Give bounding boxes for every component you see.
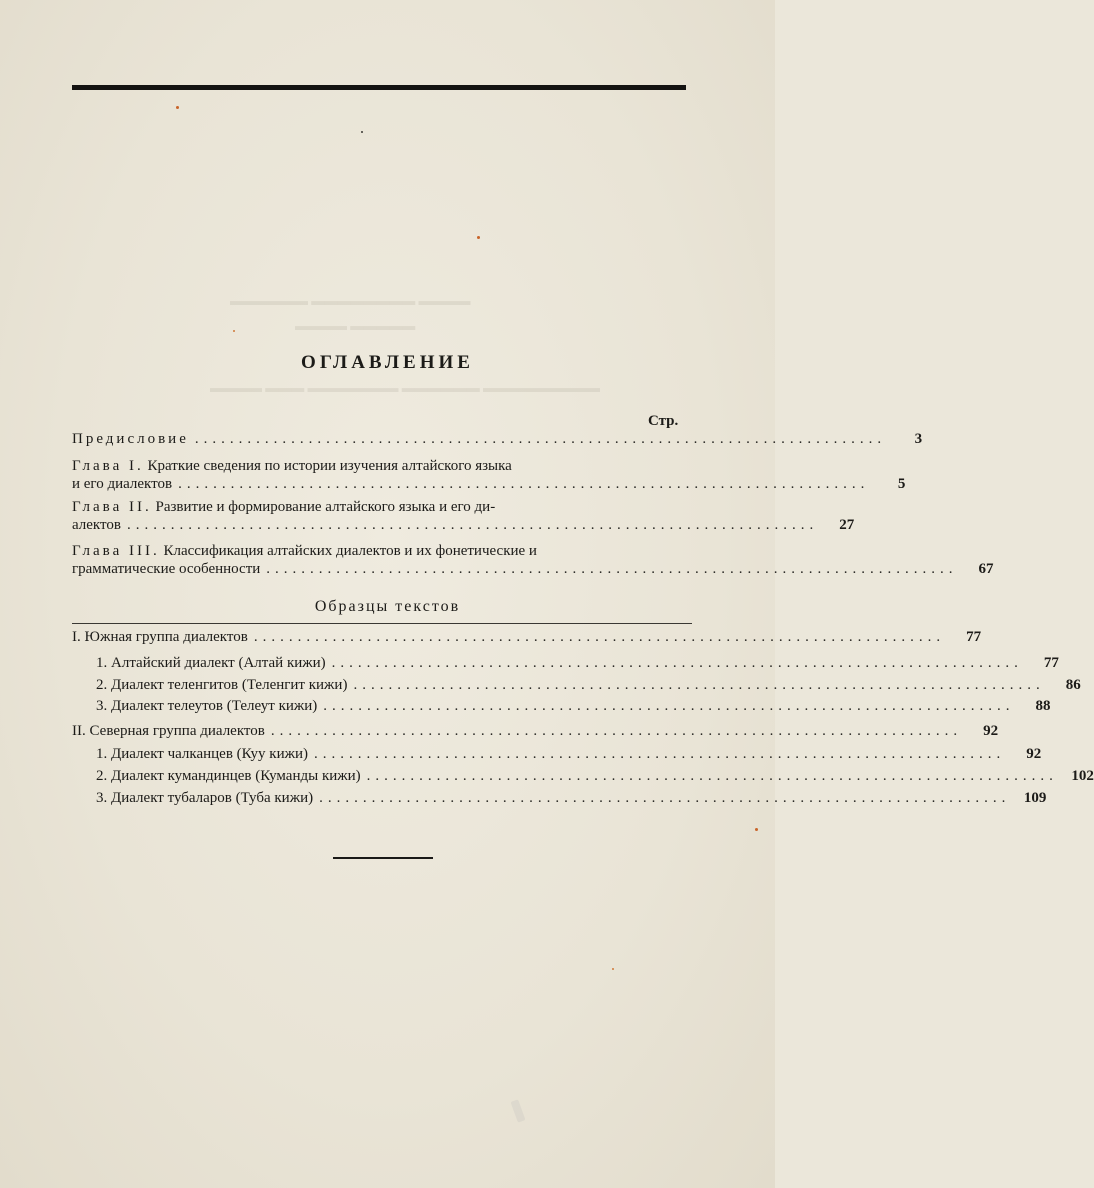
top-rule: [72, 85, 686, 90]
dot-leader: ...............................................................................: [323, 698, 1015, 714]
entry-continuation: алектов: [72, 517, 121, 533]
paper-mark: [510, 1099, 525, 1122]
entry-lead: Предисловие: [72, 431, 189, 447]
entry-rest: Классификация алтайских диалектов и их фонетические и: [163, 543, 537, 559]
show-through-text: ▬▬▬▬▬▬▬▬▬ ▬▬▬▬▬▬ ▬▬▬▬▬▬▬ ▬▬▬ ▬▬▬▬: [210, 380, 600, 395]
page-title: ОГЛАВЛЕНИЕ: [301, 352, 474, 373]
entry-text: [72, 542, 537, 560]
paper-speck: [755, 828, 758, 831]
page-number: 102: [1071, 768, 1094, 784]
page-number: 86: [1065, 677, 1081, 693]
page-number: 77: [966, 629, 982, 645]
entry-lead: Глава I.: [72, 458, 144, 474]
page-number: 27: [839, 517, 855, 533]
toc-group-north[interactable]: [72, 722, 999, 740]
toc-item[interactable]: [96, 745, 1042, 763]
item-label: 2. Диалект кумандинцев (Куманды кижи): [96, 768, 361, 784]
entry-continuation: и его диалектов: [72, 476, 173, 492]
paper-speck: [361, 131, 363, 133]
entry-text: [72, 498, 495, 516]
page-column-label: Стр.: [648, 413, 679, 429]
samples-heading: Образцы текстов: [314, 598, 461, 615]
page-number: 88: [1035, 698, 1051, 714]
toc-entry-chapter-3[interactable]: [72, 542, 994, 578]
paper-speck: [233, 330, 235, 332]
page-number: 109: [1023, 790, 1047, 806]
toc-item[interactable]: [96, 767, 1094, 785]
dot-leader: ...............................................................................: [314, 746, 1006, 762]
paper-speck: [477, 236, 480, 239]
entry-lead: Глава III.: [72, 543, 160, 559]
item-label: 3. Диалект тубаларов (Туба кижи): [96, 790, 314, 806]
toc-entry-chapter-1[interactable]: [72, 457, 906, 493]
toc-entry-preface[interactable]: [72, 430, 923, 448]
group-label: I. Южная группа диалектов: [72, 629, 248, 645]
closing-rule: [333, 857, 433, 859]
show-through-text: ▬▬▬▬ ▬▬▬▬▬▬▬▬ ▬▬▬▬▬▬: [230, 293, 471, 308]
page-number: 92: [1026, 746, 1042, 762]
toc-item[interactable]: [96, 654, 1059, 672]
toc-group-south[interactable]: [72, 628, 982, 646]
page-number: 5: [897, 476, 906, 492]
section-rule: [72, 623, 692, 624]
toc-entry-chapter-2[interactable]: [72, 498, 855, 534]
page-number: 67: [978, 561, 994, 577]
group-label: II. Северная группа диалектов: [72, 723, 265, 739]
toc-item[interactable]: [96, 789, 1047, 807]
dot-leader: ...............................................................................: [178, 476, 870, 492]
dot-leader: ...............................................................................: [194, 431, 887, 447]
toc-item[interactable]: [96, 697, 1051, 715]
entry-rest: Краткие сведения по истории изучения алтайского языка: [147, 458, 512, 474]
item-label: 2. Диалект теленгитов (Теленгит кижи): [96, 677, 348, 693]
item-label: 1. Алтайский диалект (Алтай кижи): [96, 655, 326, 671]
toc-item[interactable]: [96, 676, 1081, 694]
show-through-text: ▬▬▬▬▬ ▬▬▬▬: [295, 318, 416, 333]
dot-leader: ...............................................................................: [126, 517, 819, 533]
item-label: 1. Диалект чалканцев (Куу кижи): [96, 746, 308, 762]
dot-leader: ...............................................................................: [366, 768, 1058, 784]
page-number: 92: [983, 723, 999, 739]
page-number: 3: [914, 431, 923, 447]
entry-continuation: грамматические особенности: [72, 561, 261, 577]
dot-leader: ...............................................................................: [319, 790, 1011, 806]
item-label: 3. Диалект телеутов (Телеут кижи): [96, 698, 318, 714]
entry-text: [72, 457, 512, 475]
page-number: 77: [1043, 655, 1059, 671]
dot-leader: ...............................................................................: [270, 723, 963, 739]
paper-speck: [612, 968, 614, 970]
dot-leader: ...............................................................................: [253, 629, 946, 645]
entry-rest: Развитие и формирование алтайского языка и его ди-: [155, 499, 496, 515]
entry-lead: Глава II.: [72, 499, 152, 515]
dot-leader: ...............................................................................: [331, 655, 1023, 671]
dot-leader: ...............................................................................: [266, 561, 958, 577]
dot-leader: ...............................................................................: [353, 677, 1045, 693]
paper-speck: [176, 106, 179, 109]
